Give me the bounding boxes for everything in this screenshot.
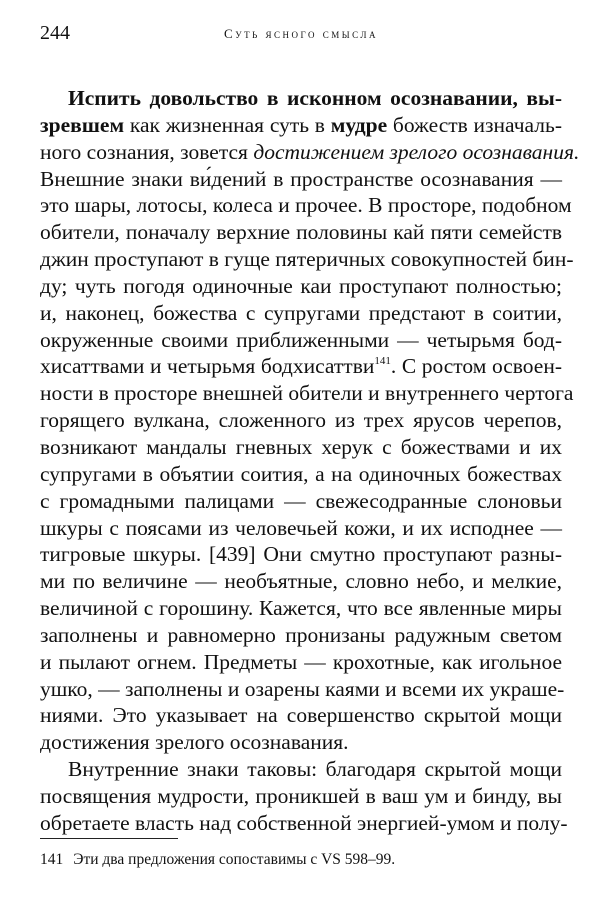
text-line bbox=[40, 219, 562, 246]
footnote-reference: 141 bbox=[374, 355, 391, 368]
text-run: Внешние знаки ви́дений в пространстве осознавания — bbox=[40, 166, 562, 191]
text-run: это шары, лотосы, колеса и прочее. В просторе, подобном bbox=[40, 193, 572, 218]
text-run: и пылают огнем. Предметы — крохотные, как игольное bbox=[40, 649, 562, 674]
text-run: с громадными палицами — свежесодранные слоновьи bbox=[40, 488, 562, 513]
text-run: обретаете власть над собственной энергией-умом и полу- bbox=[40, 810, 568, 835]
text-line bbox=[40, 515, 562, 542]
text-run: божеств изначаль- bbox=[387, 112, 562, 137]
text-line bbox=[40, 246, 574, 273]
text-line bbox=[40, 702, 562, 729]
footnote-number: 141 bbox=[40, 851, 64, 868]
bold-text: мудре bbox=[330, 112, 388, 137]
text-line bbox=[40, 139, 580, 166]
text-run: шкуры с поясами из человечьей кожи, и их исподнее — bbox=[40, 515, 562, 540]
text-line bbox=[40, 676, 565, 703]
text-run: горящего вулкана, сложенного из трех ярусов черепов, bbox=[40, 408, 562, 433]
text-line bbox=[40, 622, 562, 649]
italic-text: достижением зрелого осознавания. bbox=[253, 139, 580, 164]
page-number: 244 bbox=[40, 22, 70, 44]
text-line bbox=[40, 353, 562, 380]
text-line bbox=[40, 300, 562, 327]
text-run: окруженные своими приближенными — четырьмя бод- bbox=[40, 327, 562, 352]
text-run: ниями. Это указывает на совершенство скрытой мощи bbox=[40, 703, 562, 728]
text-run: посвящения мудрости, проникшей в ваш ум и бинду, вы bbox=[40, 783, 562, 808]
footnote bbox=[40, 851, 395, 869]
text-run: Внутренние знаки таковы: благодаря скрытой мощи bbox=[68, 757, 562, 782]
text-run: и, наконец, божества с супругами предстают в соитии, bbox=[40, 300, 562, 325]
text-line bbox=[40, 380, 574, 407]
bold-text: зревшем bbox=[40, 112, 125, 137]
text-line bbox=[40, 273, 562, 300]
text-run: хисаттвами и четырьмя бодхисаттви bbox=[40, 354, 375, 379]
text-run: заполнены и равномерно пронизаны радужным светом bbox=[40, 622, 562, 647]
footnote-text: Эти два предложения сопоставимы с VS 598–99. bbox=[73, 851, 396, 868]
text-line bbox=[40, 541, 562, 568]
text-run: ного сознания, зовется bbox=[40, 139, 254, 164]
text-run: ду; чуть погодя одиночные каи проступают полностью; bbox=[40, 273, 562, 298]
text-run: джин проступают в гуще пятеричных совокупностей бин- bbox=[40, 247, 574, 272]
text-run: возникают мандалы гневных херук с божествами и их bbox=[40, 434, 562, 459]
text-run: величиной с горошину. Кажется, что все явленные миры bbox=[40, 596, 562, 621]
text-line bbox=[40, 166, 562, 193]
text-run: ушко, — заполнены и озарены каями и всеми их украше- bbox=[40, 676, 565, 701]
text-line bbox=[40, 461, 562, 488]
text-run: . С ростом освоен- bbox=[390, 354, 562, 379]
text-line bbox=[40, 783, 562, 810]
text-line bbox=[40, 756, 562, 783]
page-header bbox=[40, 22, 562, 48]
text-run: супругами в объятии соития, а на одиночных божествах bbox=[40, 461, 562, 486]
text-line bbox=[40, 407, 562, 434]
text-line bbox=[40, 729, 562, 756]
text-line bbox=[40, 434, 562, 461]
text-run: как жизненная суть в bbox=[124, 112, 331, 137]
text-line bbox=[40, 810, 568, 837]
text-line bbox=[40, 595, 562, 622]
text-line bbox=[40, 85, 562, 112]
running-title: Суть ясного смысла bbox=[224, 26, 378, 41]
text-line bbox=[40, 488, 562, 515]
text-line bbox=[40, 112, 562, 139]
text-run: тигровые шкуры. [439] Они смутно проступают разны- bbox=[40, 542, 562, 567]
text-run: ности в просторе внешней обители и внутреннего чертога bbox=[40, 381, 574, 406]
text-line bbox=[40, 327, 562, 354]
text-line bbox=[40, 192, 572, 219]
text-line bbox=[40, 568, 562, 595]
text-line bbox=[40, 649, 562, 676]
text-run: ми по величине — необъятные, словно небо, и мелкие, bbox=[40, 569, 562, 594]
text-run: достижения зрелого осознавания. bbox=[40, 730, 349, 755]
body-text bbox=[40, 85, 580, 837]
bold-text: Испить довольство в исконном осознавании, вы- bbox=[68, 86, 562, 110]
footnote-divider bbox=[40, 838, 178, 839]
text-run: обители, поначалу верхние половины кай пяти семейств bbox=[40, 220, 562, 245]
